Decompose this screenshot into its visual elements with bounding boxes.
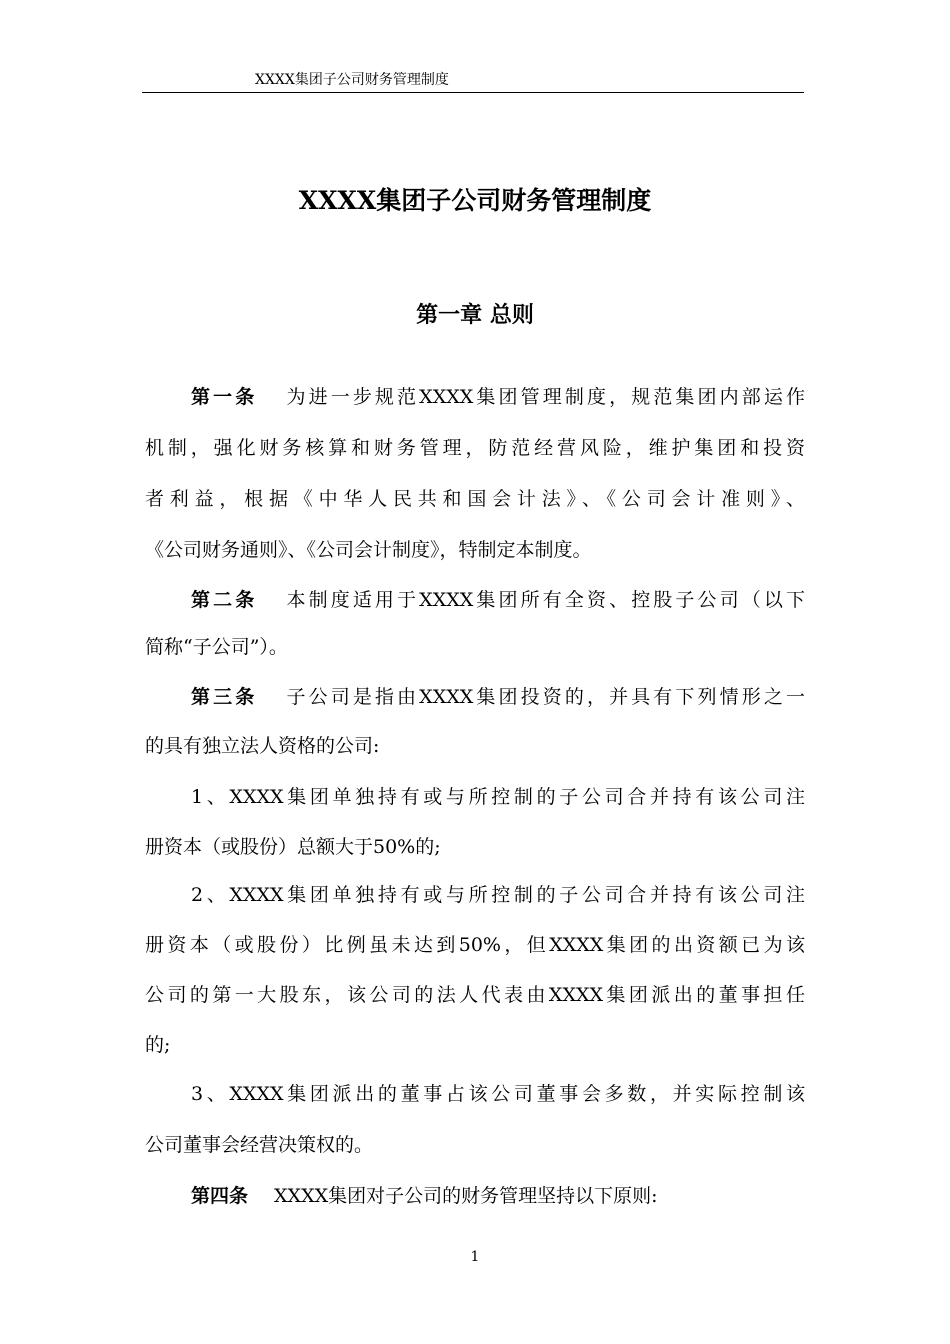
item-3-line-2: 公司董事会经营决策权的。 [145, 1134, 374, 1156]
article-2-line-2: 简称“子公司”）。 [145, 636, 288, 658]
item-1-line-1: 1、XXXX集团单独持有或与所控制的子公司合并持有该公司注 [191, 786, 805, 808]
article-2-line-1 [191, 587, 805, 613]
article-3-line-2: 的具有独立法人资格的公司: [145, 735, 380, 757]
article-1-label: 第一条 [191, 386, 258, 408]
item-1-line-2: 册资本（或股份）总额大于50%的; [145, 836, 441, 858]
article-1-line-1 [191, 384, 805, 410]
article-4-text: XXXX集团对子公司的财务管理坚持以下原则: [274, 1185, 658, 1207]
article-4-label: 第四条 [191, 1185, 249, 1207]
article-1-line-3: 者利益，根据《中华人民共和国会计法》、《公司会计准则》、 [145, 488, 805, 510]
article-3-line-1 [191, 684, 805, 710]
item-3-line-1: 3、XXXX集团派出的董事占该公司董事会多数，并实际控制该 [191, 1083, 805, 1105]
article-3-label: 第三条 [191, 686, 258, 708]
item-2-line-1: 2、XXXX集团单独持有或与所控制的子公司合并持有该公司注 [191, 884, 805, 906]
page-header [142, 64, 804, 93]
item-2-line-3: 公司的第一大股东，该公司的法人代表由XXXX集团派出的董事担任 [145, 984, 805, 1006]
article-2-label: 第二条 [191, 589, 258, 611]
article-1-line-2: 机制，强化财务核算和财务管理，防范经营风险，维护集团和投资 [145, 437, 805, 459]
item-2-line-2: 册资本（或股份）比例虽未达到50%，但XXXX集团的出资额已为该 [145, 934, 805, 956]
article-1-text: 为进一步规范XXXX集团管理制度，规范集团内部运作 [283, 386, 805, 408]
running-header-title: XXXX集团子公司财务管理制度 [255, 72, 449, 88]
article-1-line-4: 《公司财务通则》、《公司会计制度》，特制定本制度。 [145, 539, 592, 561]
page-number: 1 [470, 1249, 480, 1265]
chapter-title: 第一章 总则 [416, 302, 534, 328]
article-2-text: 本制度适用于XXXX集团所有全资、控股子公司（以下 [283, 589, 805, 611]
article-3-text: 子公司是指由XXXX集团投资的，并具有下列情形之一 [283, 686, 805, 708]
article-4-line-1 [191, 1183, 805, 1209]
item-2-line-4: 的; [145, 1034, 171, 1056]
document-title: XXXX集团子公司财务管理制度 [298, 186, 652, 215]
